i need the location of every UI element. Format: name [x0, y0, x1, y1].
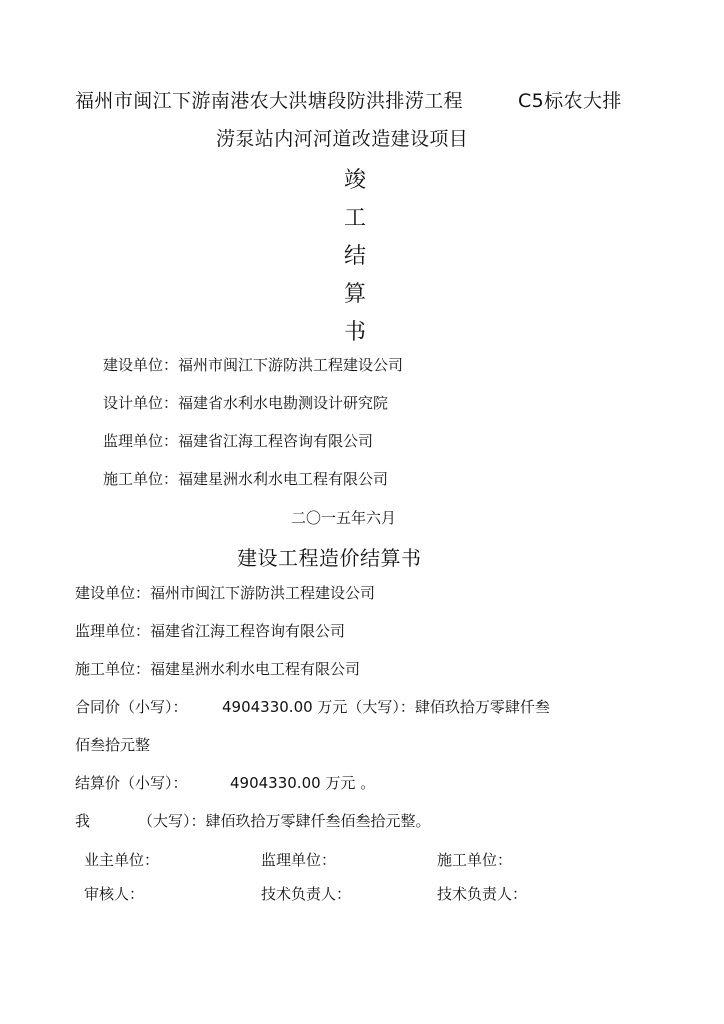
project-title-tag: C5标农大排 — [518, 90, 622, 112]
tech-lead-label: 技术负责人： — [437, 885, 528, 903]
owner-unit-label: 业主单位： — [84, 851, 160, 869]
contract-price-label: 合同价（小写）： — [75, 698, 188, 716]
uppercase-amount: （大写）：肆佰玖拾万零肆仟叁佰叁拾元整。 — [138, 812, 431, 830]
settlement-price-amount: 4904330.00 万元 。 — [230, 774, 376, 792]
cover-build-unit: 建设单位：福州市闽江下游防洪工程建设公司 — [103, 356, 404, 374]
cover-title-char: 竣 — [343, 168, 366, 193]
cover-date: 二〇一五年六月 — [291, 509, 397, 527]
cover-title-char: 工 — [343, 206, 366, 231]
settlement-build-unit: 建设单位：福州市闽江下游防洪工程建设公司 — [75, 584, 376, 602]
uppercase-prefix: 我 — [75, 812, 91, 830]
settlement-construct-unit: 施工单位：福建星洲水利水电工程有限公司 — [75, 660, 361, 678]
tech-lead-label: 技术负责人： — [261, 885, 352, 903]
supervise-unit-label: 监理单位： — [261, 851, 337, 869]
reviewer-label: 审核人： — [84, 885, 145, 903]
cover-supervise-unit: 监理单位：福建省江海工程咨询有限公司 — [103, 432, 374, 450]
cover-design-unit: 设计单位：福建省水利水电勘测设计研究院 — [103, 394, 389, 412]
settlement-supervise-unit: 监理单位：福建省江海工程咨询有限公司 — [75, 622, 346, 640]
contract-price-amount: 4904330.00 万元（大写）：肆佰玖拾万零肆仟叁 — [222, 698, 550, 716]
settlement-price-label: 结算价（小写）： — [75, 774, 188, 792]
project-title-line2: 涝泵站内河河道改造建设项目 — [216, 128, 469, 150]
cover-construct-unit: 施工单位：福建星洲水利水电工程有限公司 — [103, 470, 389, 488]
cover-title-char: 书 — [343, 320, 366, 345]
construct-unit-label: 施工单位： — [437, 851, 513, 869]
cover-title-char: 算 — [343, 282, 366, 307]
settlement-title: 建设工程造价结算书 — [237, 546, 422, 570]
project-title-line1: 福州市闽江下游南港农大洪塘段防洪排涝工程 — [75, 90, 464, 112]
cover-title-char: 结 — [343, 244, 366, 269]
contract-price-continuation: 佰叁拾元整 — [75, 736, 151, 754]
